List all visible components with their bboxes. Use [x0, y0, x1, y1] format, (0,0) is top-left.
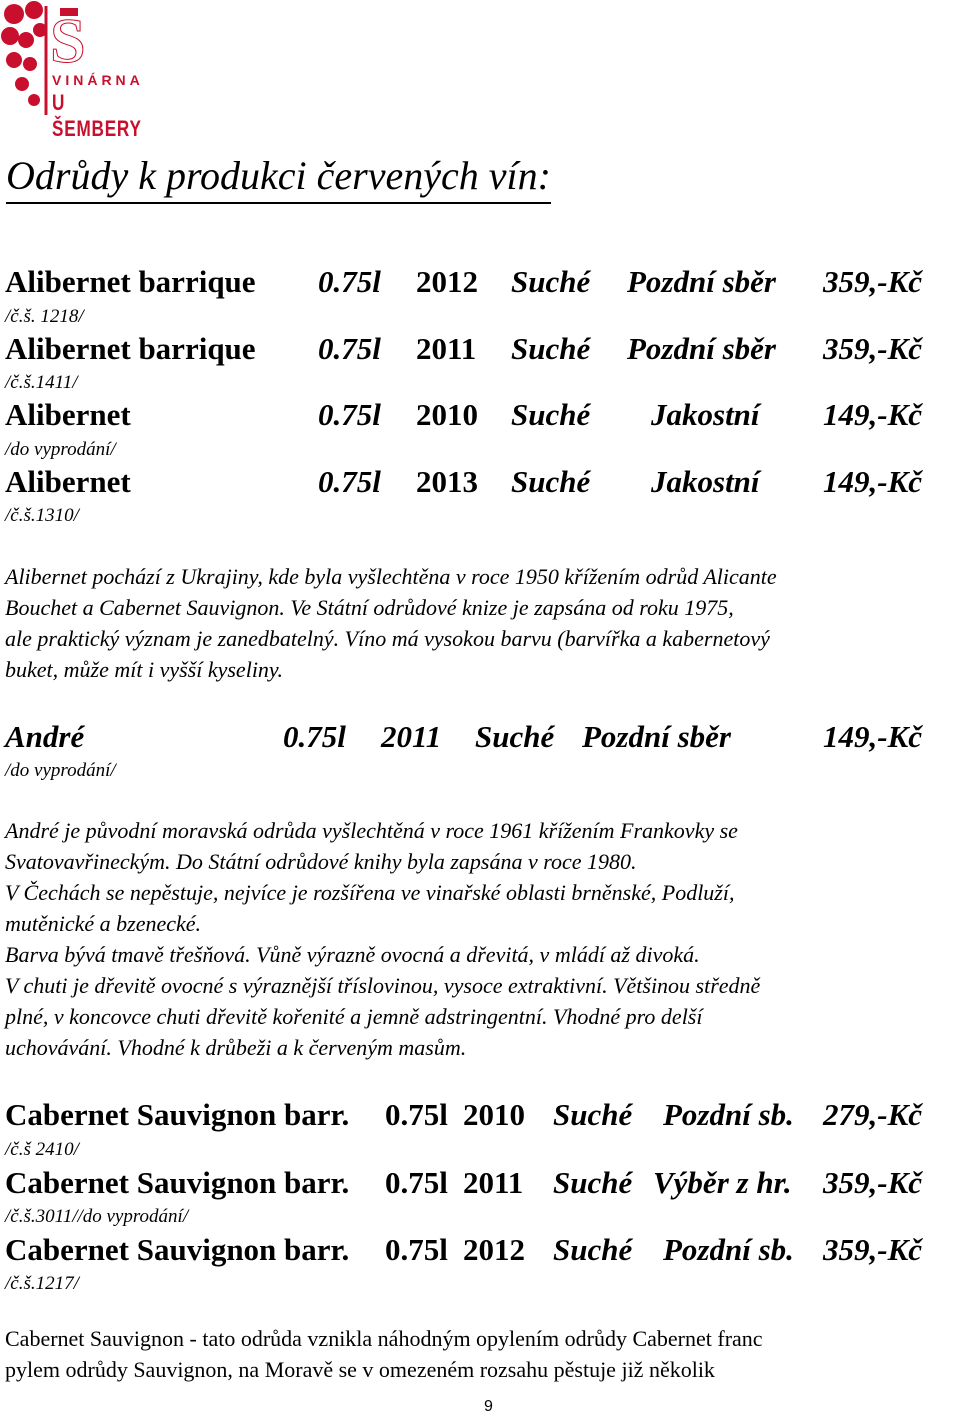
wine-note: /č.š 2410/ — [5, 1139, 79, 1160]
logo-line-2: U ŠEMBERY — [52, 90, 142, 141]
wine-year: 2010 — [463, 1097, 525, 1132]
description-line: uchovávání. Vhodné k drůbeži a k červeným masům. — [5, 1035, 467, 1060]
description-line: Cabernet Sauvignon - tato odrůda vznikla náhodným opylením odrůdy Cabernet franc — [5, 1326, 763, 1351]
alibernet-description — [5, 561, 777, 685]
wine-price: 359,-Kč — [823, 1232, 923, 1267]
description-line: V chuti je dřevitě ovocné s výraznější tříslovinou, vysoce extraktivní. Většinou středně — [5, 973, 761, 998]
description-line: buket, může mít i vyšší kyseliny. — [5, 657, 283, 682]
wine-volume: 0.75l — [318, 397, 381, 432]
wine-volume: 0.75l — [385, 1165, 448, 1200]
wine-taste: Suché — [511, 397, 591, 432]
wine-name: Alibernet — [5, 397, 131, 432]
wine-year: 2010 — [416, 397, 478, 432]
wine-taste: Suché — [553, 1097, 633, 1132]
wine-price: 359,-Kč — [823, 1165, 923, 1200]
description-line: Bouchet a Cabernet Sauvignon. Ve Státní odrůdové knize je zapsána od roku 1975, — [5, 595, 734, 620]
wine-taste: Suché — [553, 1165, 633, 1200]
wine-volume: 0.75l — [318, 331, 381, 366]
wine-price: 149,-Kč — [823, 397, 923, 432]
wine-name: Alibernet barrique — [5, 331, 256, 366]
wine-price: 359,-Kč — [823, 264, 923, 299]
wine-taste: Suché — [553, 1232, 633, 1267]
wine-year: 2013 — [416, 464, 478, 499]
description-line: V Čechách se nepěstuje, nejvíce je rozšířena ve vinařské oblasti brněnské, Podluží, — [5, 880, 735, 905]
description-line: plné, v koncovce chuti dřevitě kořenité a jemně adstringentní. Vhodné pro delší — [5, 1004, 703, 1029]
description-line: Alibernet pochází z Ukrajiny, kde byla vyšlechtěna v roce 1950 křížením odrůd Alicante — [5, 564, 777, 589]
wine-price: 149,-Kč — [823, 719, 923, 754]
wine-name: Alibernet barrique — [5, 264, 256, 299]
svg-text:S: S — [50, 5, 86, 76]
wine-volume: 0.75l — [283, 719, 346, 754]
wine-note: /č.š.1217/ — [5, 1273, 79, 1294]
description-line: mutěnické a bzenecké. — [5, 911, 202, 936]
description-line: Barva bývá tmavě třešňová. Vůně výrazně ovocná a dřevitá, v mládí až divoká. — [5, 942, 700, 967]
description-line: ale praktický význam je zanedbatelný. Víno má vysokou barvu (barvířka a kabernetový — [5, 626, 770, 651]
wine-name: Cabernet Sauvignon barr. — [5, 1097, 350, 1132]
wine-price: 149,-Kč — [823, 464, 923, 499]
wine-year: 2011 — [416, 331, 477, 366]
vinarna-logo — [0, 0, 150, 141]
wine-year: 2011 — [463, 1165, 524, 1200]
logo-line-1: VINÁRNA — [52, 72, 144, 88]
description-line: pylem odrůdy Sauvignon, na Moravě se v omezeném rozsahu pěstuje již několik — [5, 1357, 715, 1382]
page-heading: Odrůdy k produkci červených vín: — [6, 150, 551, 204]
wine-taste: Suché — [511, 464, 591, 499]
wine-note: /č.š. 1218/ — [5, 306, 84, 327]
wine-price: 359,-Kč — [823, 331, 923, 366]
wine-year: 2012 — [416, 264, 478, 299]
wine-note: /do vyprodání/ — [5, 760, 116, 781]
wine-taste: Suché — [475, 719, 555, 754]
wine-quality: Jakostní — [651, 464, 760, 499]
wine-name: Alibernet — [5, 464, 131, 499]
wine-quality: Pozdní sb. — [663, 1232, 794, 1267]
wine-name: André — [5, 719, 85, 754]
wine-volume: 0.75l — [385, 1097, 448, 1132]
cabernet-description — [5, 1323, 763, 1385]
wine-note: /do vyprodání/ — [5, 439, 116, 460]
wine-name: Cabernet Sauvignon barr. — [5, 1232, 350, 1267]
wine-quality: Pozdní sběr — [582, 719, 731, 754]
wine-volume: 0.75l — [318, 464, 381, 499]
wine-note: /č.š.3011//do vyprodání/ — [5, 1206, 189, 1227]
wine-volume: 0.75l — [385, 1232, 448, 1267]
wine-taste: Suché — [511, 264, 591, 299]
wine-quality: Pozdní sběr — [627, 331, 776, 366]
wine-note: /č.š.1310/ — [5, 505, 79, 526]
wine-quality: Pozdní sběr — [627, 264, 776, 299]
wine-year: 2011 — [381, 719, 442, 754]
page-number: 9 — [484, 1398, 493, 1415]
wine-year: 2012 — [463, 1232, 525, 1267]
wine-quality: Jakostní — [651, 397, 760, 432]
wine-name: Cabernet Sauvignon barr. — [5, 1165, 350, 1200]
andre-description — [5, 815, 760, 1063]
description-line: André je původní moravská odrůda vyšlechtěná v roce 1961 křížením Frankovky se — [5, 818, 738, 843]
wine-note: /č.š.1411/ — [5, 372, 78, 393]
wine-quality: Pozdní sb. — [663, 1097, 794, 1132]
wine-quality: Výběr z hr. — [653, 1165, 792, 1200]
wine-volume: 0.75l — [318, 264, 381, 299]
description-line: Svatovavřineckým. Do Státní odrůdové knihy byla zapsána v roce 1980. — [5, 849, 637, 874]
wine-price: 279,-Kč — [823, 1097, 923, 1132]
wine-taste: Suché — [511, 331, 591, 366]
